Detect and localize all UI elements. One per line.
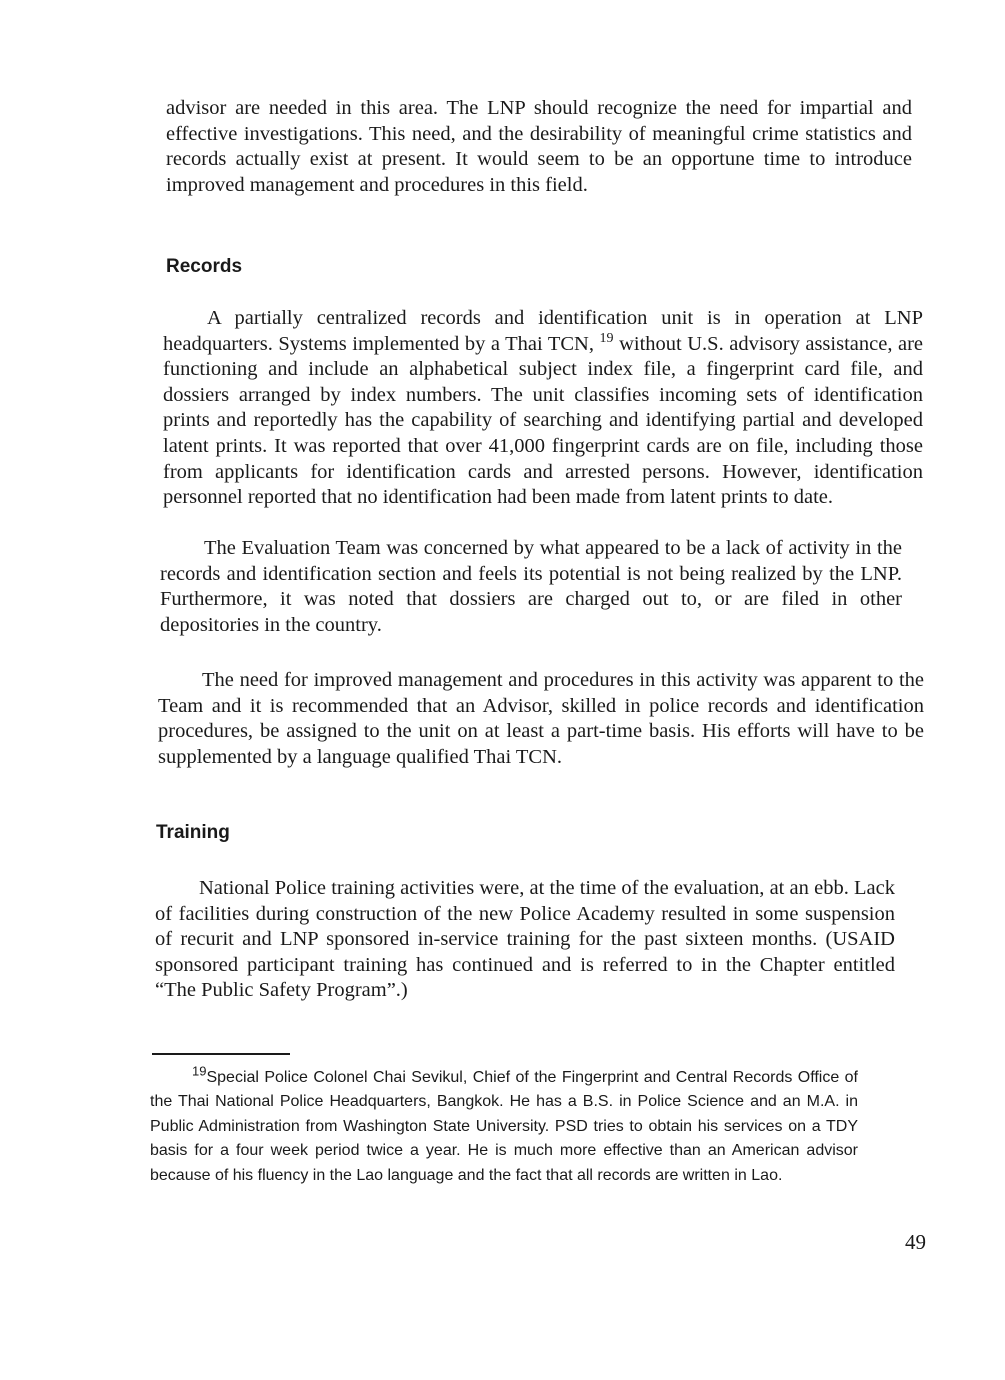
- records-paragraph-2: The Evaluation Team was concerned by what appeared to be a lack of activity in the records and identification section and feels its potential is not being realized by the LNP. Furthermore, it was noted that dossiers are charged out to, or are filed in other depositories in the country.: [160, 537, 902, 636]
- intro-paragraph: advisor are needed in this area. The LNP should recognize the need for impartial and effective investigations. This need, and the desirability of meaningful crime statistics and records actually exist at present. It would seem to be an opportune time to introduce improved management and procedures in this field.: [166, 97, 912, 196]
- footnote-text: Special Police Colonel Chai Sevikul, Chief of the Fingerprint and Central Records Office of the Thai National Police Headquarters, Bangkok. He has a B.S. in Police Science and an M.A. in Public Administration from Washington State University. PSD tries to obtain his services on a TDY basis for a four week period twice a year. He is much more effective than an American advisor because of his fluency in the Lao language and the fact that all records are written in Lao.: [150, 1069, 858, 1184]
- records-heading: Records: [166, 256, 243, 277]
- footnote-mark: 19: [192, 1063, 207, 1079]
- training-paragraph-1: National Police training activities were, at the time of the evaluation, at an ebb. Lack of facilities during construction of the new Police Academy resulted in some suspension of recurit and LNP sponsored in-service training for the past sixteen months. (USAID sponsored participant training has continued and is referred to in the Chapter entitled “The Public Safety Program”.): [155, 877, 895, 1002]
- records-paragraph-1-start: A partially centralized records and identification unit is in operation at LNP headquarters. Systems implemented by a Thai TCN,: [163, 307, 923, 355]
- page-number: 49: [905, 1230, 926, 1254]
- training-heading: Training: [156, 822, 230, 843]
- records-paragraph-3: The need for improved management and procedures in this activity was apparent to the Team and it is recommended that an Advisor, skilled in police records and identification procedures, be assigned to the unit on at least a part-time basis. His efforts will have to be supplemented by a language qualified Thai TCN.: [158, 669, 924, 768]
- footnote: [150, 1063, 858, 1188]
- footnote-reference: 19: [599, 330, 614, 346]
- records-paragraph-1: [163, 306, 923, 511]
- records-paragraph-1-end: without U.S. advisory assistance, are functioning and include an alphabetical subject index file, a fingerprint card file, and dossiers arranged by index numbers. The unit classifies incoming sets of identification prints and reportedly has the capability of searching and identifying partial and developed latent prints. It was reported that over 41,000 fingerprint cards are on file, including those from applicants for identification cards and arrested persons. However, identification personnel reported that no identification had been made from latent prints to date.: [163, 332, 924, 509]
- footnote-divider: [152, 1053, 290, 1055]
